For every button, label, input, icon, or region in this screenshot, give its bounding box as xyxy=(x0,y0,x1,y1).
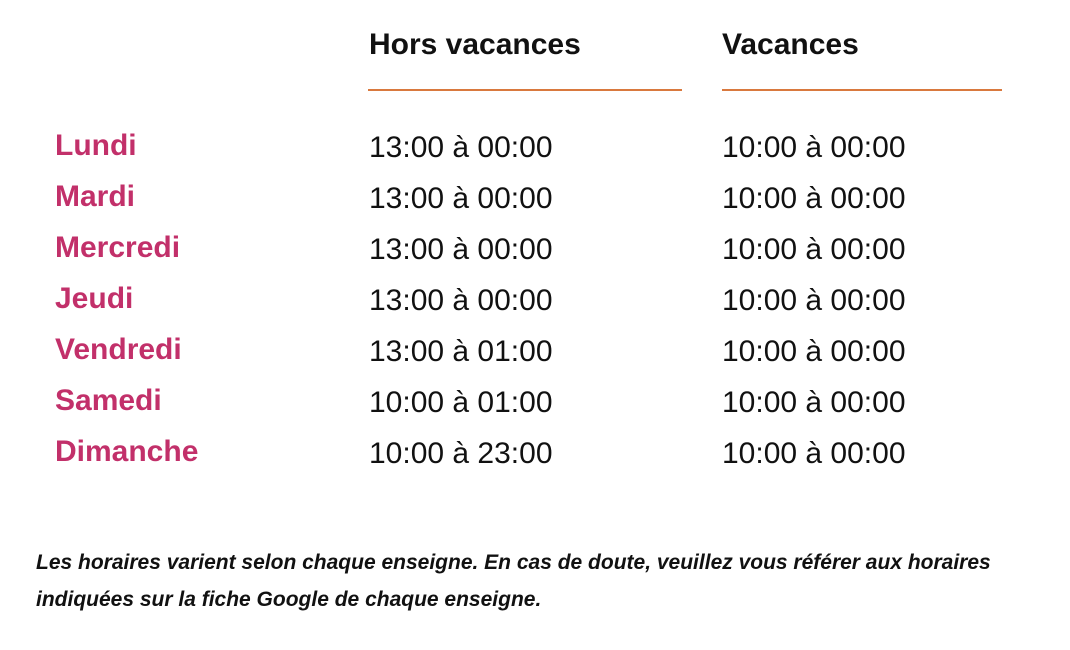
column-divider-hors-vacances xyxy=(368,89,682,91)
table-row-lundi xyxy=(0,125,1070,176)
table-row-dimanche xyxy=(0,431,1070,482)
opening-hours-table xyxy=(0,125,1070,482)
table-row-vendredi xyxy=(0,329,1070,380)
table-row-mardi xyxy=(0,176,1070,227)
hours-vacances: 10:00 à 00:00 xyxy=(722,284,906,317)
hours-vacances: 10:00 à 00:00 xyxy=(722,437,906,470)
hours-vacances: 10:00 à 00:00 xyxy=(722,335,906,368)
disclaimer-note: Les horaires varient selon chaque enseigne. En cas de doute, veuillez vous référer aux horaires indiquées sur la fiche Google de chaque enseigne. xyxy=(36,551,991,611)
day-label: Mardi xyxy=(55,180,136,213)
column-header-vacances: Vacances xyxy=(722,28,859,61)
hours-hors-vacances: 13:00 à 00:00 xyxy=(369,182,553,215)
hours-hors-vacances: 13:00 à 01:00 xyxy=(369,335,553,368)
column-header-hors-vacances: Hors vacances xyxy=(369,28,581,61)
hours-hors-vacances: 13:00 à 00:00 xyxy=(369,233,553,266)
hours-hors-vacances: 10:00 à 23:00 xyxy=(369,437,553,470)
hours-vacances: 10:00 à 00:00 xyxy=(722,386,906,419)
day-label: Dimanche xyxy=(55,435,199,468)
column-divider-vacances xyxy=(722,89,1002,91)
day-label: Lundi xyxy=(55,129,137,162)
hours-hors-vacances: 13:00 à 00:00 xyxy=(369,284,553,317)
table-row-jeudi xyxy=(0,278,1070,329)
day-label: Mercredi xyxy=(55,231,181,264)
day-label: Jeudi xyxy=(55,282,134,315)
day-label: Samedi xyxy=(55,384,162,417)
hours-hors-vacances: 10:00 à 01:00 xyxy=(369,386,553,419)
hours-vacances: 10:00 à 00:00 xyxy=(722,131,906,164)
hours-vacances: 10:00 à 00:00 xyxy=(722,233,906,266)
hours-hors-vacances: 13:00 à 00:00 xyxy=(369,131,553,164)
table-row-mercredi xyxy=(0,227,1070,278)
table-row-samedi xyxy=(0,380,1070,431)
hours-vacances: 10:00 à 00:00 xyxy=(722,182,906,215)
day-label: Vendredi xyxy=(55,333,182,366)
